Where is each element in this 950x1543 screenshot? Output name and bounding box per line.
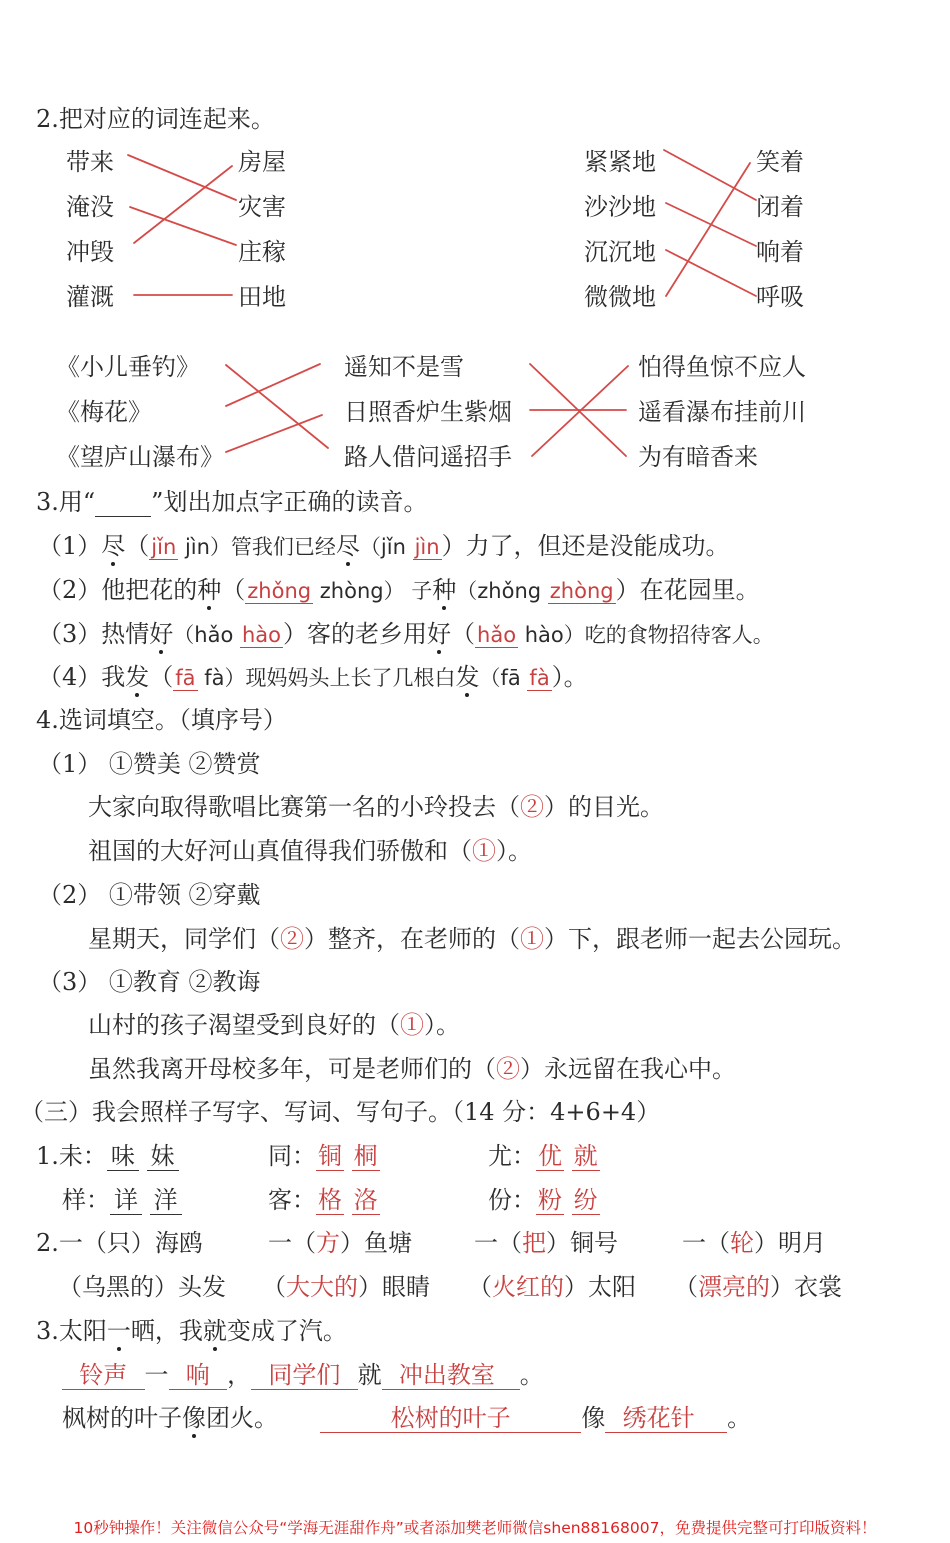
match-right-a-3: 庄稼	[238, 238, 286, 266]
poem-line-3	[226, 415, 322, 452]
s3-c: 团火。	[206, 1404, 278, 1432]
q4-s3a-text: 山村的孩子渴望受到良好的（	[88, 1011, 400, 1039]
match-left-a-3: 冲毁	[66, 238, 114, 266]
q3-l4-c: （	[149, 663, 174, 691]
w2-e3: ）太阳	[564, 1273, 636, 1301]
s3-a1	[320, 1404, 581, 1433]
q4-s1a-answer: ②	[520, 793, 544, 821]
matching-lines	[0, 0, 950, 480]
s2-a2	[169, 1361, 228, 1390]
r1-c2: 就	[573, 1142, 598, 1170]
match-left-b-3: 沉沉地	[584, 238, 656, 266]
w1-e3: ）铜号	[546, 1229, 618, 1257]
q3-l3-g: （	[451, 620, 476, 648]
r2-prompt: 样：	[62, 1186, 110, 1214]
sec3-word-row-1d	[682, 1228, 826, 1258]
q3-l3-b: 好	[149, 620, 174, 648]
q3-l2-g: （zhǒng	[456, 579, 548, 603]
w1-a3: 把	[522, 1229, 546, 1257]
q3-title	[36, 487, 427, 517]
q3-l2-c: （	[221, 576, 246, 604]
q3-l3-e: ）客的老乡用	[283, 620, 428, 648]
w2-a4: 漂亮的	[698, 1273, 770, 1301]
s2-a2-text: 响	[185, 1361, 210, 1389]
match-line-1	[128, 155, 236, 200]
q3-line-4	[38, 662, 588, 693]
q3-l3-f: 好	[427, 620, 452, 648]
q4-group-3: （3） ①教育 ②教诲	[38, 968, 261, 996]
s3-p1: 像	[581, 1404, 606, 1432]
r1-b1: 铜	[318, 1142, 342, 1170]
match-right-b-1: 笑着	[756, 148, 804, 176]
r2-c2: 纷	[573, 1186, 598, 1214]
sec3-char-row-1c	[488, 1141, 600, 1171]
q4-title: 4.选词填空。（填序号）	[36, 706, 287, 734]
q3-l3-i: hào）吃的食物招待客人。	[518, 623, 774, 647]
q3-l2-f: 种	[432, 576, 457, 604]
r1-a1: 味	[107, 1142, 139, 1171]
r2-c1: 粉	[538, 1186, 562, 1214]
w1-e4: ）明月	[754, 1229, 826, 1257]
r2-a2: 洋	[150, 1186, 182, 1215]
s2-p1: 一	[144, 1361, 169, 1389]
sec3-sentence-example-2	[62, 1403, 278, 1433]
q4-s3a-answer: ①	[400, 1011, 424, 1039]
w1-p4: 一（	[682, 1229, 730, 1257]
s1-e: 变成了汽。	[226, 1317, 347, 1345]
q3-l4-g: （fā	[479, 666, 528, 690]
q3-l1-e: jìn）管我们已经	[178, 535, 336, 559]
r1-p2: 同：	[268, 1142, 316, 1170]
sec3-char-row-2	[62, 1185, 182, 1215]
s2-p4: 。	[519, 1361, 544, 1389]
q3-l2-e: zhòng） 子	[313, 579, 433, 603]
match-right-a-1: 房屋	[238, 148, 286, 176]
q3-l4-a: （4）我	[38, 663, 126, 691]
w1-a2: 方	[316, 1229, 340, 1257]
q3-l2-i: ）在花园里。	[615, 576, 760, 604]
q3-l2-h: zhòng	[549, 579, 614, 603]
q4-s1a-end: ）的目光。	[544, 793, 664, 821]
r2-b1: 格	[318, 1186, 342, 1214]
q3-l2-d: zhǒng	[247, 579, 312, 603]
q4-sentence-1a	[88, 792, 664, 822]
r1-a2: 妹	[147, 1142, 179, 1171]
r2-a1: 详	[110, 1186, 142, 1215]
q4-sentence-3b	[88, 1054, 736, 1084]
q3-l3-a: （3）热情	[38, 620, 150, 648]
q3-line-1	[38, 531, 730, 562]
w1-a4: 轮	[730, 1229, 754, 1257]
r1-prompt: 1.未：	[36, 1142, 107, 1170]
r1-c1: 优	[538, 1142, 562, 1170]
q4-sentence-2a	[88, 924, 856, 954]
poem-title-3: 《望庐山瀑布》	[56, 443, 224, 471]
sec3-sentence-example	[36, 1316, 347, 1346]
q3-title-start: 3.用“	[36, 488, 96, 516]
q4-s3a-end: ）。	[424, 1011, 460, 1039]
q3-l2-a: （2）他把花的	[38, 576, 198, 604]
sec3-word-row-2c	[468, 1272, 636, 1302]
q4-s3b-answer: ②	[496, 1055, 520, 1083]
s1-b: 一	[106, 1317, 131, 1345]
r2-p2: 客：	[268, 1186, 316, 1214]
w1-e2: ）鱼塘	[340, 1229, 412, 1257]
poem-end-1: 怕得鱼惊不应人	[638, 353, 806, 381]
q3-title-end: ”划出加点字正确的读音。	[151, 488, 428, 516]
sec3-word-row-1: 2.一（只）海鸥	[36, 1229, 203, 1257]
q3-l3-h: hǎo	[477, 623, 517, 647]
w2-e4: ）衣裳	[770, 1273, 842, 1301]
q3-l1-d: jǐn	[151, 535, 177, 559]
s3-b: 像	[182, 1404, 206, 1432]
q3-l4-d: fā	[175, 666, 196, 690]
sec3-word-row-2b	[262, 1272, 430, 1302]
s3-a2	[605, 1404, 727, 1433]
q4-sentence-3a	[88, 1010, 460, 1040]
match-left-b-4: 微微地	[584, 283, 656, 311]
q4-s2a-end: ）下，跟老师一起去公园玩。	[544, 925, 856, 953]
poem-title-2: 《梅花》	[56, 398, 152, 426]
q4-sentence-1b	[88, 836, 532, 866]
poem-mid-3: 路人借问遥招手	[344, 443, 512, 471]
q4-s1b-end: ）。	[496, 837, 532, 865]
poem-line-1	[226, 365, 328, 448]
r2-p3: 份：	[488, 1186, 536, 1214]
poem-line-2	[226, 364, 320, 406]
r1-p3: 尤：	[488, 1142, 536, 1170]
s2-a4-text: 冲出教室	[398, 1361, 495, 1389]
sec3-word-row-1c	[474, 1228, 618, 1258]
sec3-sentence-answer-1	[62, 1360, 544, 1390]
poem-mid-1: 遥知不是雪	[344, 353, 464, 381]
sec3-char-row-2b	[268, 1185, 380, 1215]
q4-s2a-answer-2: ①	[520, 925, 544, 953]
q3-l4-f: 发	[455, 663, 480, 691]
q3-line-3	[38, 619, 774, 650]
sec3-word-row-2: （乌黑的）头发	[58, 1273, 226, 1301]
match-line-8	[666, 163, 750, 296]
q3-l1-i: ）力了，但还是没能成功。	[441, 532, 730, 560]
footer-notice: 10秒钟操作！关注微信公众号“学海无涯甜作舟”或者添加樊老师微信shen88168007，免费提供完整可打印版资料！	[73, 1519, 877, 1537]
q3-l1-a: （1）	[38, 532, 102, 560]
q4-s2a-mid: ）整齐，在老师的（	[304, 925, 520, 953]
sec3-char-row-1	[36, 1141, 179, 1171]
match-right-a-2: 灾害	[238, 193, 286, 221]
q3-l1-h: jìn	[414, 535, 440, 559]
q3-l4-e: fà）现妈妈头上长了几根白	[197, 666, 456, 690]
q2-title: 2.把对应的词连起来。	[36, 105, 275, 133]
s2-a1-text: 铃声	[79, 1361, 128, 1389]
s3-p2: 。	[727, 1404, 752, 1432]
r2-b2: 洛	[353, 1186, 378, 1214]
q3-l1-f: 尽	[335, 532, 360, 560]
match-left-a-1: 带来	[66, 148, 114, 176]
q3-l1-c: （	[125, 532, 150, 560]
sec3-title: （三）我会照样子写字、写词、写句子。（14 分：4+6+4）	[20, 1098, 661, 1126]
match-left-b-1: 紧紧地	[584, 148, 656, 176]
q3-l4-h: fà	[529, 666, 550, 690]
s1-c: 晒，我	[130, 1317, 203, 1345]
q4-s3b-end: ）永远留在我心中。	[520, 1055, 736, 1083]
q3-line-2	[38, 575, 760, 606]
s2-p2: ，	[227, 1361, 252, 1389]
s2-p3: 就	[357, 1361, 382, 1389]
poem-end-2: 遥看瀑布挂前川	[638, 398, 806, 426]
match-left-a-4: 灌溉	[66, 283, 114, 311]
q4-group-2: （2） ①带领 ②穿戴	[38, 881, 261, 909]
q3-l3-d: hào	[241, 623, 282, 647]
s1-a: 3.太阳	[36, 1317, 107, 1345]
match-line-2	[130, 207, 236, 245]
s2-a1	[62, 1361, 145, 1390]
w1-p2: 一（	[268, 1229, 316, 1257]
q4-s1b-answer: ①	[472, 837, 496, 865]
q4-s2a-answer-1: ②	[280, 925, 304, 953]
w2-p4: （	[674, 1273, 698, 1301]
sec3-sentence-answer-2	[320, 1403, 751, 1433]
poem-mid-2: 日照香炉生紫烟	[344, 398, 512, 426]
s3-a1-text: 松树的叶子	[390, 1404, 511, 1432]
q3-l1-b: 尽	[101, 532, 126, 560]
match-left-b-2: 沙沙地	[584, 193, 656, 221]
q3-l2-b: 种	[197, 576, 222, 604]
s2-a3-text: 同学们	[268, 1361, 341, 1389]
poem-title-1: 《小儿垂钓》	[56, 353, 200, 381]
q3-l1-g: （jǐn	[359, 535, 413, 559]
match-right-a-4: 田地	[238, 283, 286, 311]
w2-a2: 大大的	[286, 1273, 358, 1301]
w2-e2: ）眼睛	[358, 1273, 430, 1301]
q4-s2a-text: 星期天，同学们（	[88, 925, 280, 953]
q4-s1a-text: 大家向取得歌唱比赛第一名的小玲投去（	[88, 793, 520, 821]
sec3-word-row-2d	[674, 1272, 842, 1302]
sec3-char-row-2c	[488, 1185, 600, 1215]
w2-a3: 火红的	[492, 1273, 564, 1301]
sec3-char-row-1b	[268, 1141, 380, 1171]
w2-p2: （	[262, 1273, 286, 1301]
r1-b2: 桐	[353, 1142, 378, 1170]
s1-d: 就	[202, 1317, 227, 1345]
q3-l4-b: 发	[125, 663, 150, 691]
q4-s3b-text: 虽然我离开母校多年，可是老师们的（	[88, 1055, 496, 1083]
q3-l4-i: ）。	[551, 663, 588, 691]
s3-a2-text: 绣花针	[622, 1404, 695, 1432]
s3-a: 枫树的叶子	[62, 1404, 182, 1432]
match-right-b-3: 响着	[756, 238, 804, 266]
q4-group-1: （1） ①赞美 ②赞赏	[38, 750, 261, 778]
q3-l3-c: （hǎo	[173, 623, 240, 647]
match-right-b-2: 闭着	[756, 193, 804, 221]
w2-p3: （	[468, 1273, 492, 1301]
match-right-b-4: 呼吸	[756, 283, 804, 311]
q4-s1b-text: 祖国的大好河山真值得我们骄傲和（	[88, 837, 472, 865]
sec3-word-row-1b	[268, 1228, 412, 1258]
match-left-a-2: 淹没	[66, 193, 114, 221]
s2-a3	[251, 1361, 358, 1390]
q3-title-blank	[95, 488, 151, 517]
poem-end-3: 为有暗香来	[638, 443, 758, 471]
s2-a4	[382, 1361, 520, 1390]
w1-p3: 一（	[474, 1229, 522, 1257]
